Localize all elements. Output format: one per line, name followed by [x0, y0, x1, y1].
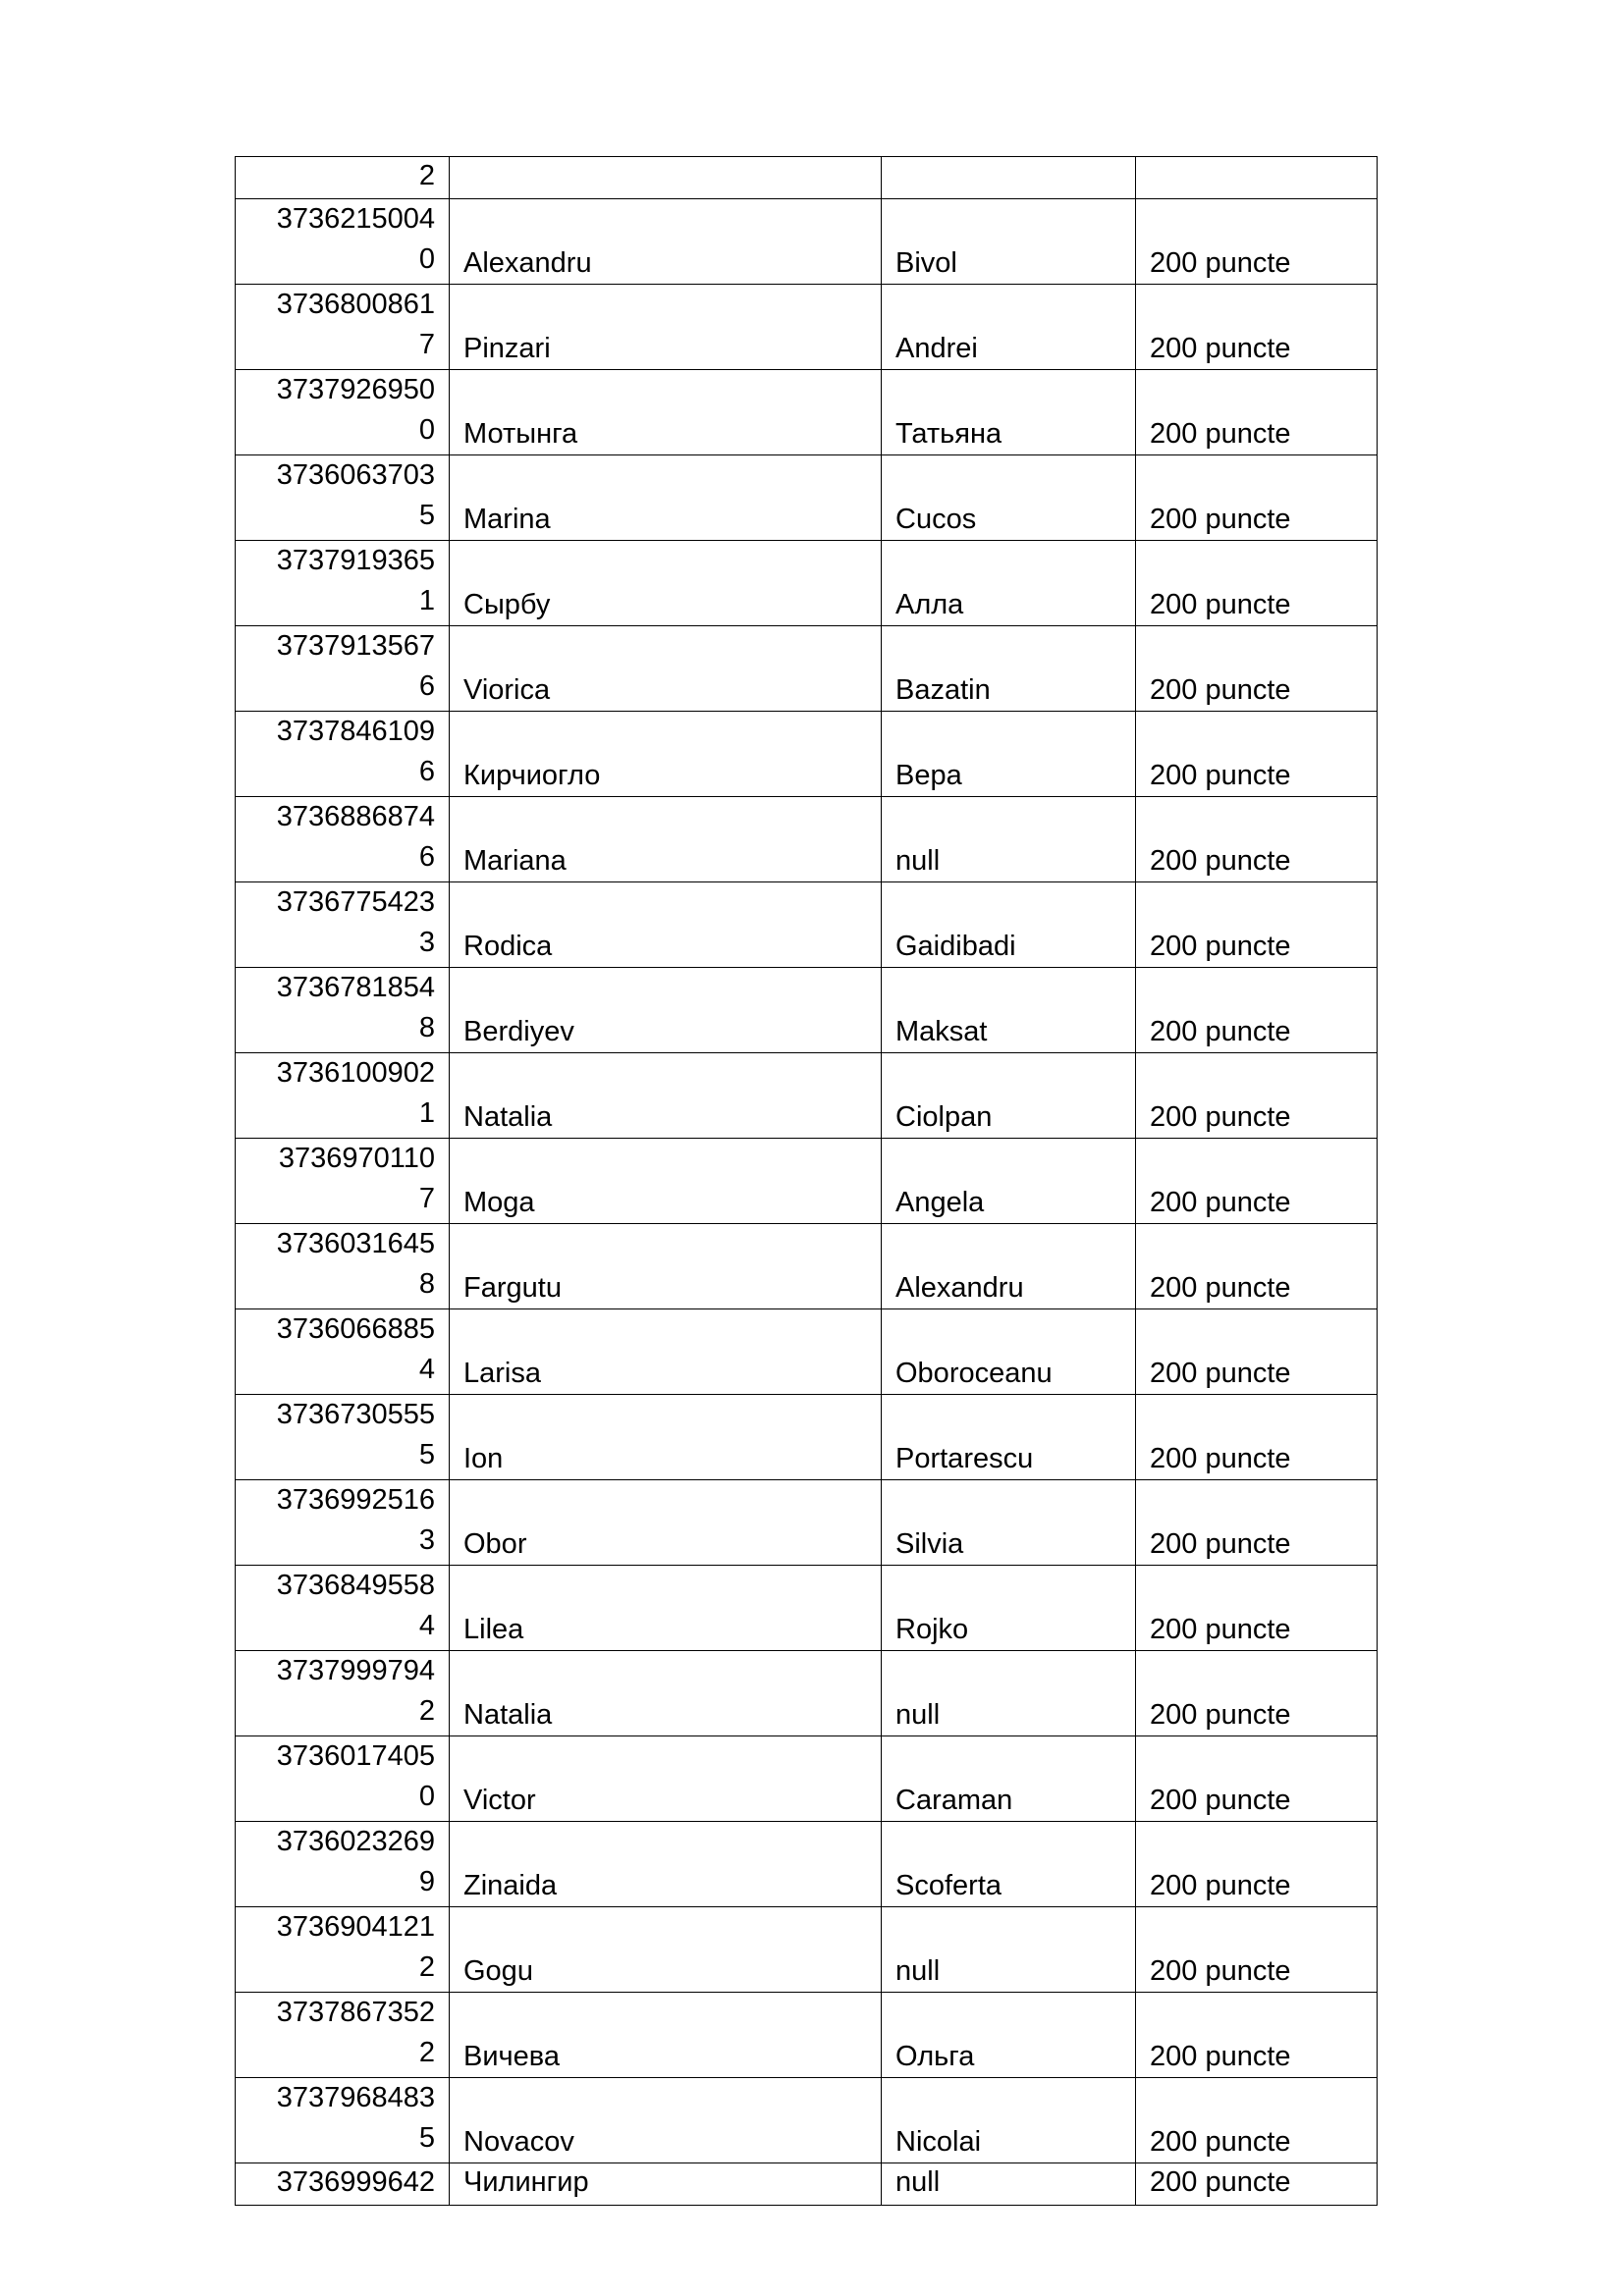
table-row — [236, 1309, 1378, 1395]
points-cell: 200 puncte — [1136, 1993, 1378, 2078]
table-row — [236, 541, 1378, 626]
phone-number-head: 3736775423 — [276, 886, 435, 918]
points-cell: 200 puncte — [1136, 1224, 1378, 1309]
phone-number-tail: 2 — [418, 1951, 435, 1983]
points-cell: 200 puncte — [1136, 2078, 1378, 2163]
points-cell: 200 puncte — [1136, 968, 1378, 1053]
last-name-cell: null — [882, 1907, 1136, 1993]
points-cell — [1136, 157, 1378, 199]
phone-cell — [236, 1480, 450, 1566]
last-name-cell: Bazatin — [882, 626, 1136, 712]
last-name-cell: null — [882, 1651, 1136, 1736]
phone-number-head: 3736730555 — [276, 1399, 435, 1430]
phone-number-tail: 8 — [418, 1268, 435, 1300]
first-name-cell: Alexandru — [450, 199, 882, 285]
first-name-cell: Чилингир — [450, 2163, 882, 2206]
phone-number-tail: 7 — [418, 329, 435, 360]
phone-number-head: 3737919365 — [276, 545, 435, 576]
last-name-cell: Bivol — [882, 199, 1136, 285]
first-name-cell: Zinaida — [450, 1822, 882, 1907]
points-cell: 200 puncte — [1136, 285, 1378, 370]
last-name-cell: Andrei — [882, 285, 1136, 370]
first-name-cell: Rodica — [450, 882, 882, 968]
last-name-cell: Maksat — [882, 968, 1136, 1053]
phone-number-head: 3736100902 — [276, 1057, 435, 1089]
phone-number-tail: 8 — [418, 1012, 435, 1043]
last-name-cell: Alexandru — [882, 1224, 1136, 1309]
phone-number-tail: 0 — [418, 1781, 435, 1812]
last-name-cell: null — [882, 2163, 1136, 2206]
last-name-cell: Oboroceanu — [882, 1309, 1136, 1395]
table-row — [236, 882, 1378, 968]
points-cell: 200 puncte — [1136, 1309, 1378, 1395]
points-cell: 200 puncte — [1136, 199, 1378, 285]
points-cell: 200 puncte — [1136, 626, 1378, 712]
phone-number-tail: 0 — [418, 243, 435, 275]
table-row — [236, 1053, 1378, 1139]
points-cell: 200 puncte — [1136, 1566, 1378, 1651]
first-name-cell: Кирчиогло — [450, 712, 882, 797]
points-cell: 200 puncte — [1136, 541, 1378, 626]
points-cell: 200 puncte — [1136, 1139, 1378, 1224]
table-row — [236, 1822, 1378, 1907]
last-name-cell: Татьяна — [882, 370, 1136, 455]
last-name-cell: Nicolai — [882, 2078, 1136, 2163]
last-name-cell: Ciolpan — [882, 1053, 1136, 1139]
phone-number-tail: 6 — [418, 756, 435, 787]
table-row — [236, 1224, 1378, 1309]
phone-number-head: 3736800861 — [276, 289, 435, 320]
first-name-cell: Berdiyev — [450, 968, 882, 1053]
phone-number-tail: 5 — [418, 2122, 435, 2154]
points-cell: 200 puncte — [1136, 455, 1378, 541]
phone-number-head: 3736992516 — [276, 1484, 435, 1516]
points-cell: 200 puncte — [1136, 1907, 1378, 1993]
points-cell: 200 puncte — [1136, 1736, 1378, 1822]
last-name-cell: null — [882, 797, 1136, 882]
phone-number-tail: 9 — [418, 1866, 435, 1897]
table-row — [236, 285, 1378, 370]
points-cell: 200 puncte — [1136, 797, 1378, 882]
phone-number-tail: 6 — [418, 670, 435, 702]
phone-number-head: 3736781854 — [276, 972, 435, 1003]
phone-cell — [236, 1736, 450, 1822]
table-row — [236, 1907, 1378, 1993]
phone-cell — [236, 1566, 450, 1651]
table-row-continued — [236, 157, 1378, 199]
table-row — [236, 370, 1378, 455]
phone-number-tail: 1 — [418, 585, 435, 616]
phone-number-tail: 3 — [418, 1524, 435, 1556]
phone-cell — [236, 455, 450, 541]
phone-number-tail: 6 — [418, 841, 435, 873]
phone-cell — [236, 797, 450, 882]
phone-number-head: 3736031645 — [276, 1228, 435, 1259]
points-cell: 200 puncte — [1136, 1053, 1378, 1139]
points-table — [235, 156, 1378, 2206]
first-name-cell: Lilea — [450, 1566, 882, 1651]
first-name-cell: Larisa — [450, 1309, 882, 1395]
first-name-cell: Natalia — [450, 1053, 882, 1139]
last-name-cell: Angela — [882, 1139, 1136, 1224]
phone-number-head: 3736066885 — [276, 1313, 435, 1345]
table-row — [236, 1993, 1378, 2078]
last-name-cell: Ольга — [882, 1993, 1136, 2078]
points-cell: 200 puncte — [1136, 1651, 1378, 1736]
phone-number-head: 3737926950 — [276, 374, 435, 405]
table-row — [236, 1566, 1378, 1651]
last-name-cell: Cucos — [882, 455, 1136, 541]
first-name-cell: Marina — [450, 455, 882, 541]
first-name-cell: Вичева — [450, 1993, 882, 2078]
table-row — [236, 1480, 1378, 1566]
first-name-cell: Мотынга — [450, 370, 882, 455]
phone-number-head: 3736023269 — [276, 1826, 435, 1857]
phone-cell — [236, 370, 450, 455]
last-name-cell: Rojko — [882, 1566, 1136, 1651]
first-name-cell: Natalia — [450, 1651, 882, 1736]
first-name-cell: Mariana — [450, 797, 882, 882]
phone-number-tail: 2 — [418, 1695, 435, 1727]
points-table-body — [236, 157, 1378, 2206]
phone-cell — [236, 157, 450, 199]
phone-cell — [236, 285, 450, 370]
points-cell: 200 puncte — [1136, 712, 1378, 797]
table-row — [236, 1395, 1378, 1480]
phone-number-tail: 5 — [418, 500, 435, 531]
first-name-cell: Ion — [450, 1395, 882, 1480]
phone-number-tail: 3 — [418, 927, 435, 958]
phone-number-head: 3736849558 — [276, 1570, 435, 1601]
phone-cell — [236, 2078, 450, 2163]
last-name-cell: Caraman — [882, 1736, 1136, 1822]
phone-cell — [236, 1309, 450, 1395]
last-name-cell: Gaidibadi — [882, 882, 1136, 968]
phone-number-head: 3737913567 — [276, 630, 435, 662]
phone-number-head: 3736215004 — [276, 203, 435, 235]
last-name-cell: Алла — [882, 541, 1136, 626]
table-row — [236, 2078, 1378, 2163]
first-name-cell: Pinzari — [450, 285, 882, 370]
phone-number-tail: 5 — [418, 1439, 435, 1470]
first-name-cell: Сырбу — [450, 541, 882, 626]
points-cell: 200 puncte — [1136, 1395, 1378, 1480]
phone-cell — [236, 1993, 450, 2078]
first-name-cell — [450, 157, 882, 199]
table-row — [236, 712, 1378, 797]
phone-number-head: 3737999794 — [276, 1655, 435, 1686]
phone-cell — [236, 1651, 450, 1736]
first-name-cell: Fargutu — [450, 1224, 882, 1309]
phone-number-head: 3736886874 — [276, 801, 435, 832]
phone-cell — [236, 1395, 450, 1480]
table-row — [236, 1651, 1378, 1736]
first-name-cell: Victor — [450, 1736, 882, 1822]
phone-number-tail: 0 — [418, 414, 435, 446]
phone-number-head: 3737867352 — [276, 1997, 435, 2028]
phone-number-head: 3736017405 — [276, 1740, 435, 1772]
table-row — [236, 968, 1378, 1053]
last-name-cell — [882, 157, 1136, 199]
table-row — [236, 455, 1378, 541]
table-row — [236, 2163, 1378, 2206]
phone-cell — [236, 1822, 450, 1907]
first-name-cell: Obor — [450, 1480, 882, 1566]
first-name-cell: Moga — [450, 1139, 882, 1224]
table-row — [236, 797, 1378, 882]
table-row — [236, 626, 1378, 712]
phone-cell — [236, 712, 450, 797]
phone-number-tail: 4 — [418, 1354, 435, 1385]
points-cell: 200 puncte — [1136, 1480, 1378, 1566]
phone-cell — [236, 1053, 450, 1139]
phone-cell — [236, 1907, 450, 1993]
phone-number-head: 3737968483 — [276, 2082, 435, 2113]
phone-cell — [236, 968, 450, 1053]
phone-number-tail: 4 — [418, 1610, 435, 1641]
first-name-cell: Novacov — [450, 2078, 882, 2163]
phone-number-head: 3736904121 — [276, 1911, 435, 1943]
phone-cell — [236, 882, 450, 968]
points-cell: 200 puncte — [1136, 2163, 1378, 2206]
phone-cell: 3736999642 — [236, 2163, 450, 2206]
phone-cell — [236, 1139, 450, 1224]
last-name-cell: Portarescu — [882, 1395, 1136, 1480]
table-row — [236, 199, 1378, 285]
points-cell: 200 puncte — [1136, 1822, 1378, 1907]
first-name-cell: Viorica — [450, 626, 882, 712]
points-cell: 200 puncte — [1136, 370, 1378, 455]
table-row — [236, 1139, 1378, 1224]
phone-cell — [236, 626, 450, 712]
phone-cell — [236, 199, 450, 285]
first-name-cell: Gogu — [450, 1907, 882, 1993]
table-row — [236, 1736, 1378, 1822]
phone-number-head: 3736063703 — [276, 459, 435, 491]
phone-number-head: 3736970110 — [278, 1143, 435, 1174]
phone-number-tail: 7 — [418, 1183, 435, 1214]
last-name-cell: Scoferta — [882, 1822, 1136, 1907]
points-cell: 200 puncte — [1136, 882, 1378, 968]
phone-cell — [236, 1224, 450, 1309]
phone-number-tail: 1 — [418, 1097, 435, 1129]
phone-number-head: 3737846109 — [276, 716, 435, 747]
last-name-cell: Вера — [882, 712, 1136, 797]
phone-number-tail: 2 — [418, 2037, 435, 2068]
phone-cell — [236, 541, 450, 626]
phone-number-tail: 2 — [418, 160, 435, 191]
last-name-cell: Silvia — [882, 1480, 1136, 1566]
